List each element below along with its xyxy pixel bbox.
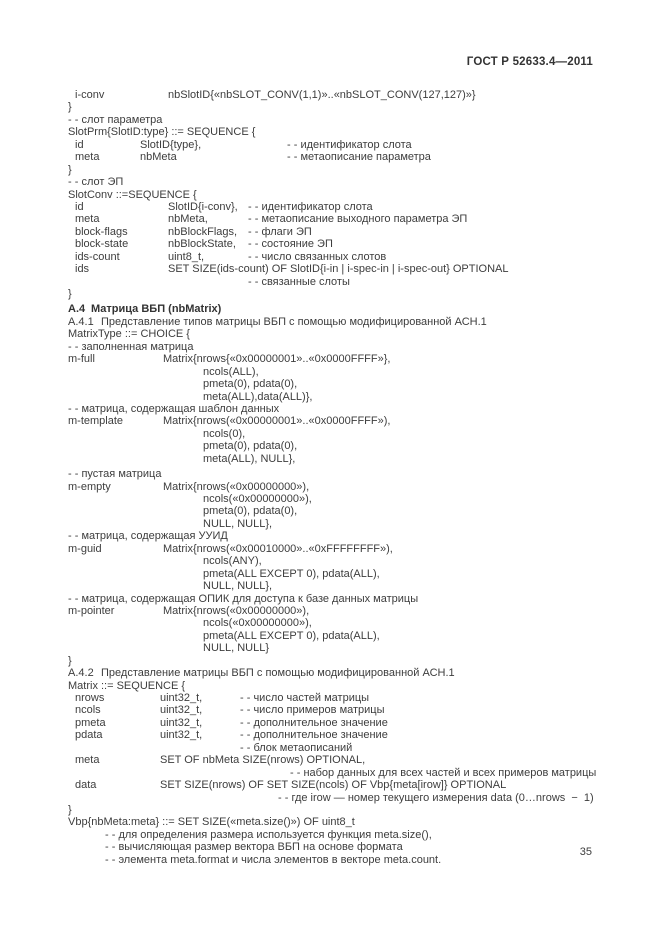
listing-segment: pmeta(ALL EXCEPT 0), pdata(ALL), — [203, 567, 380, 580]
listing-segment: ncols(0), — [203, 427, 246, 440]
listing-segment: ncols(«0x00000000»), — [203, 493, 312, 505]
listing-segment: pdata — [75, 729, 103, 742]
listing-segment: i-conv — [75, 89, 105, 101]
listing-line — [68, 792, 628, 804]
listing-segment: m-full — [68, 353, 95, 366]
listing-segment: uint32_t, — [160, 729, 203, 742]
listing-line — [68, 555, 628, 567]
listing-line — [68, 101, 628, 113]
listing-segment: SET SIZE(ids-count) OF SlotID{i-in | i-spec-in | i-spec-out} OPTIONAL — [168, 263, 509, 276]
listing-segment: nbMeta — [140, 151, 177, 164]
listing-segment: - - состояние ЭП — [248, 238, 333, 251]
listing-segment: А.4.1 — [68, 315, 94, 328]
listing-line — [68, 704, 628, 716]
listing-line — [68, 288, 628, 300]
listing-line — [68, 667, 628, 679]
listing-segment: Представление матрицы ВБП с помощью модифицированной АСН.1 — [101, 667, 455, 680]
listing-line — [68, 415, 628, 427]
listing-segment: - - слот ЭП — [68, 176, 124, 189]
listing-line — [68, 263, 628, 275]
listing-segment: NULL, NULL} — [203, 642, 270, 655]
listing-line — [68, 543, 628, 555]
listing-segment: meta — [75, 754, 100, 767]
listing-line — [68, 164, 628, 176]
listing-segment: nbMeta, — [168, 213, 208, 226]
listing-segment: - - матрица, содержащая шаблон данных — [68, 402, 280, 415]
listing-segment: pmeta(0), pdata(0), — [203, 378, 298, 391]
listing-line — [68, 816, 628, 828]
listing-segment: ncols(ANY), — [203, 555, 262, 568]
listing-segment: - - дополнительное значение — [240, 729, 388, 742]
listing-segment: meta(ALL),data(ALL)}, — [203, 390, 313, 403]
listing-line — [68, 341, 628, 353]
listing-segment: uint32_t, — [160, 704, 203, 717]
listing-line — [68, 316, 628, 328]
listing-line — [68, 642, 628, 654]
listing-segment: m-guid — [68, 542, 102, 555]
listing-line — [68, 303, 628, 315]
listing-segment: meta — [75, 213, 100, 226]
listing-line — [68, 440, 628, 452]
listing-segment: Matrix{nrows(«0x00000001»..«0x0000FFFF»), — [163, 415, 391, 428]
listing-segment: - - число примеров матрицы — [240, 704, 385, 717]
listing-segment: SlotConv ::=SEQUENCE { — [68, 188, 197, 201]
listing-line — [68, 605, 628, 617]
listing-segment: pmeta(ALL EXCEPT 0), pdata(ALL), — [203, 629, 380, 642]
listing-line — [68, 655, 628, 667]
listing-line — [68, 201, 628, 213]
listing-line — [68, 251, 628, 263]
listing-line — [68, 238, 628, 250]
listing-line — [68, 481, 628, 493]
listing-line — [68, 568, 628, 580]
listing-line — [68, 767, 628, 779]
listing-line — [68, 779, 628, 791]
listing-segment: - - матрица, содержащая УУИД — [68, 530, 228, 543]
listing-segment: - - вычисляющая размер вектора ВБП на основе формата — [105, 841, 403, 854]
listing-segment: - - для определения размера используется функция meta.size(), — [105, 828, 432, 841]
listing-segment: ncols — [75, 704, 101, 717]
listing-segment: А.4.2 — [68, 667, 94, 680]
listing-line — [68, 829, 628, 841]
listing-segment: m-template — [68, 415, 124, 428]
listing-segment: А.4 — [68, 303, 86, 316]
listing-segment: ncols(«0x00000000»), — [203, 617, 312, 630]
listing-segment: } — [68, 654, 72, 667]
listing-segment: m-empty — [68, 480, 111, 493]
listing-segment: } — [68, 803, 72, 816]
listing-segment: ncols(ALL), — [203, 365, 259, 378]
listing-line — [68, 366, 628, 378]
listing-line — [68, 151, 628, 163]
listing-line — [68, 353, 628, 365]
listing-segment: Vbp{nbMeta:meta} ::= SET SIZE(«meta.size()») OF uint8_t — [68, 816, 355, 829]
listing-segment: nbBlockState, — [168, 238, 236, 251]
listing-line — [68, 328, 628, 340]
listing-line — [68, 378, 628, 390]
listing-segment: - - метаописание параметра — [287, 151, 431, 164]
listing-line — [68, 139, 628, 151]
listing-segment: - - число частей матрицы — [240, 692, 370, 704]
listing-segment: SET SIZE(nrows) OF SET SIZE(ncols) OF Vbp{meta[irow]} OPTIONAL — [160, 779, 507, 792]
listing-segment: Matrix{nrows(«0x00010000»..«0xFFFFFFFF»), — [163, 542, 393, 555]
listing-segment: - - матрица, содержащая ОПИК для доступа к базе данных матрицы — [68, 592, 419, 605]
listing-line — [68, 226, 628, 238]
listing-line — [68, 505, 628, 517]
listing-segment: ids — [75, 263, 90, 276]
listing-segment: meta(ALL), NULL}, — [203, 452, 296, 465]
listing-line — [68, 213, 628, 225]
listing-segment: - - слот параметра — [68, 113, 163, 126]
listing-segment: } — [68, 288, 72, 300]
listing-line — [68, 729, 628, 741]
listing-line — [68, 403, 628, 415]
listing-segment: nbBlockFlags, — [168, 225, 238, 238]
listing-segment: - - флаги ЭП — [248, 225, 312, 238]
listing-line — [68, 754, 628, 766]
listing-segment: block-state — [75, 238, 129, 251]
listing-line — [68, 530, 628, 542]
listing-segment: - - заполненная матрица — [68, 340, 194, 353]
listing-line — [68, 742, 628, 754]
listing-segment: m-pointer — [68, 604, 115, 617]
listing-segment: id — [75, 200, 84, 213]
listing-line — [68, 630, 628, 642]
page-header — [68, 56, 593, 68]
listing-line — [68, 804, 628, 816]
document-code: ГОСТ Р 52633.4—2011 — [466, 56, 593, 68]
page-number: 35 — [579, 846, 592, 858]
listing-segment: - - идентификатор слота — [248, 200, 373, 213]
listing-line — [68, 717, 628, 729]
listing-line — [68, 428, 628, 440]
listing-line — [68, 692, 628, 704]
listing-segment: - - блок метаописаний — [240, 741, 353, 754]
listing-segment: NULL, NULL}, — [203, 517, 273, 530]
listing-segment: - - идентификатор слота — [287, 138, 412, 151]
listing-segment: uint8_t, — [168, 250, 205, 263]
listing-segment: - - дополнительное значение — [240, 716, 388, 729]
listing-segment: SET OF nbMeta SIZE(nrows) OPTIONAL, — [160, 754, 366, 767]
listing-line — [68, 126, 628, 138]
listing-line — [68, 680, 628, 692]
listing-segment: NULL, NULL}, — [203, 580, 273, 593]
listing-segment: SlotPrm{SlotID:type} ::= SEQUENCE { — [68, 126, 256, 139]
listing-line — [68, 493, 628, 505]
listing-segment: nrows — [75, 692, 105, 704]
listing-line — [68, 580, 628, 592]
listing-segment: - - число связанных слотов — [248, 250, 387, 263]
listing-line — [68, 89, 628, 101]
listing-segment: nbSlotID{«nbSLOT_CONV(1,1)»..«nbSLOT_CONV(127,127)»} — [168, 89, 476, 101]
listing-line — [68, 391, 628, 403]
listing-segment: SlotID{type}, — [140, 138, 202, 151]
listing-line — [68, 453, 628, 465]
listing-segment: - - набор данных для всех частей и всех примеров матрицы — [290, 766, 597, 779]
listing-segment: - - где irow — номер текущего измерения data (0…nrows − 1) — [278, 791, 594, 804]
listing-segment: block-flags — [75, 225, 128, 238]
listing-segment: Matrix{nrows{«0x00000001»..«0x0000FFFF»}, — [163, 353, 391, 366]
listing-segment: - - элемента meta.format и числа элементов в векторе meta.count. — [105, 853, 442, 866]
listing-segment: - - связанные слоты — [248, 275, 350, 288]
listing-segment: pmeta(0), pdata(0), — [203, 505, 298, 518]
listing-line — [68, 189, 628, 201]
listing-segment: ids-count — [75, 250, 120, 263]
listing-line — [68, 276, 628, 288]
listing-line — [68, 468, 628, 480]
listing-segment: } — [68, 101, 72, 114]
listing-segment: Представление типов матрицы ВБП с помощью модифицированной АСН.1 — [101, 315, 487, 328]
listing-line — [68, 176, 628, 188]
listing-segment: data — [75, 779, 97, 792]
listing-line — [68, 617, 628, 629]
listing-segment: meta — [75, 151, 100, 164]
listing-segment: MatrixType ::= CHOICE { — [68, 328, 190, 341]
listing-segment: Matrix{nrows(«0x00000000»), — [163, 604, 310, 617]
listing-segment: SlotID{i-conv}, — [168, 200, 238, 213]
listing-segment: Matrix{nrows(«0x00000000»), — [163, 480, 310, 493]
listing-segment: - - метаописание выходного параметра ЭП — [248, 213, 468, 226]
asn1-listing — [68, 89, 628, 866]
listing-segment: id — [75, 138, 84, 151]
page-footer — [68, 846, 592, 858]
listing-line — [68, 114, 628, 126]
listing-segment: pmeta(0), pdata(0), — [203, 440, 298, 453]
listing-segment: pmeta — [75, 716, 106, 729]
listing-line — [68, 518, 628, 530]
listing-segment: } — [68, 163, 72, 176]
listing-segment: uint32_t, — [160, 692, 203, 704]
listing-segment: Матрица ВБП (nbMatrix) — [91, 303, 222, 316]
listing-segment: Matrix ::= SEQUENCE { — [68, 679, 186, 692]
listing-line — [68, 593, 628, 605]
listing-segment: - - пустая матрица — [68, 468, 162, 481]
listing-segment: uint32_t, — [160, 716, 203, 729]
